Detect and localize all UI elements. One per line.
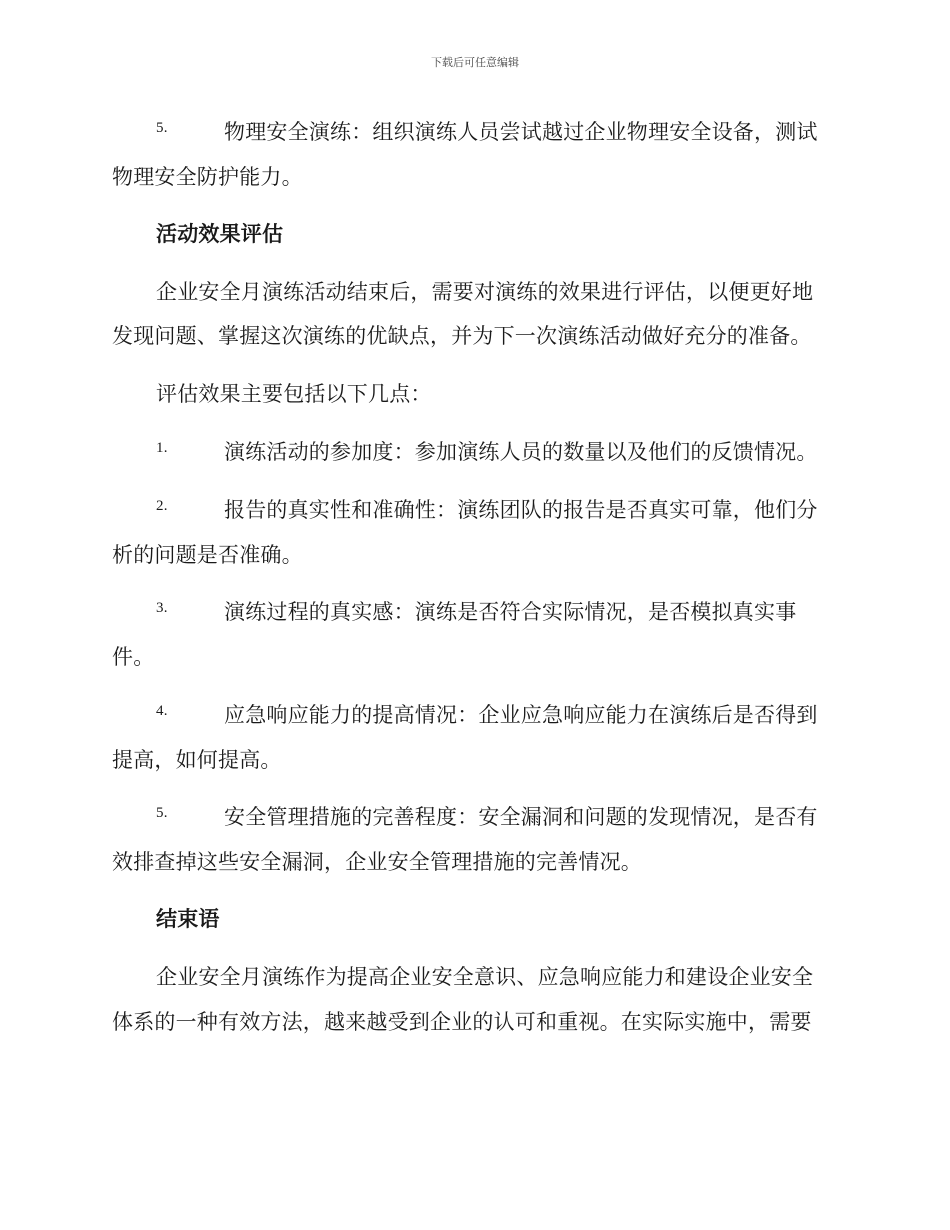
page-header: 下载后可任意编辑 xyxy=(431,56,519,69)
list-number: 4. xyxy=(156,703,168,719)
list-item-continuation: 析的问题是否准确。 xyxy=(112,543,303,567)
list-item-continuation: 提高，如何提高。 xyxy=(112,748,282,772)
section-heading: 活动效果评估 xyxy=(156,222,284,246)
list-number: 5. xyxy=(156,120,168,136)
paragraph-line: 评估效果主要包括以下几点： xyxy=(156,382,432,406)
section-heading: 结束语 xyxy=(156,907,220,931)
paragraph-line: 体系的一种有效方法，越来越受到企业的认可和重视。在实际实施中，需要 xyxy=(112,1010,812,1034)
list-item-text: 安全管理措施的完善程度：安全漏洞和问题的发现情况，是否有 xyxy=(224,805,818,829)
list-item-text: 演练过程的真实感：演练是否符合实际情况，是否模拟真实事 xyxy=(224,600,797,624)
list-item-continuation: 件。 xyxy=(112,645,155,669)
list-item-text: 物理安全演练：组织演练人员尝试越过企业物理安全设备，测试 xyxy=(224,120,818,144)
list-item-continuation: 效排查掉这些安全漏洞，企业安全管理措施的完善情况。 xyxy=(112,850,642,874)
paragraph-line: 企业安全月演练作为提高企业安全意识、应急响应能力和建设企业安全 xyxy=(156,965,814,989)
list-number: 1. xyxy=(156,440,168,456)
list-item-text: 演练活动的参加度：参加演练人员的数量以及他们的反馈情况。 xyxy=(224,440,818,464)
paragraph-line: 企业安全月演练活动结束后，需要对演练的效果进行评估，以便更好地 xyxy=(156,280,814,304)
list-item-text: 应急响应能力的提高情况：企业应急响应能力在演练后是否得到 xyxy=(224,703,818,727)
paragraph-line: 发现问题、掌握这次演练的优缺点，并为下一次演练活动做好充分的准备。 xyxy=(112,324,812,348)
list-item-continuation: 物理安全防护能力。 xyxy=(112,165,303,189)
list-number: 2. xyxy=(156,498,168,514)
list-number: 5. xyxy=(156,805,168,821)
list-item-text: 报告的真实性和准确性：演练团队的报告是否真实可靠，他们分 xyxy=(224,498,818,522)
list-number: 3. xyxy=(156,600,168,616)
